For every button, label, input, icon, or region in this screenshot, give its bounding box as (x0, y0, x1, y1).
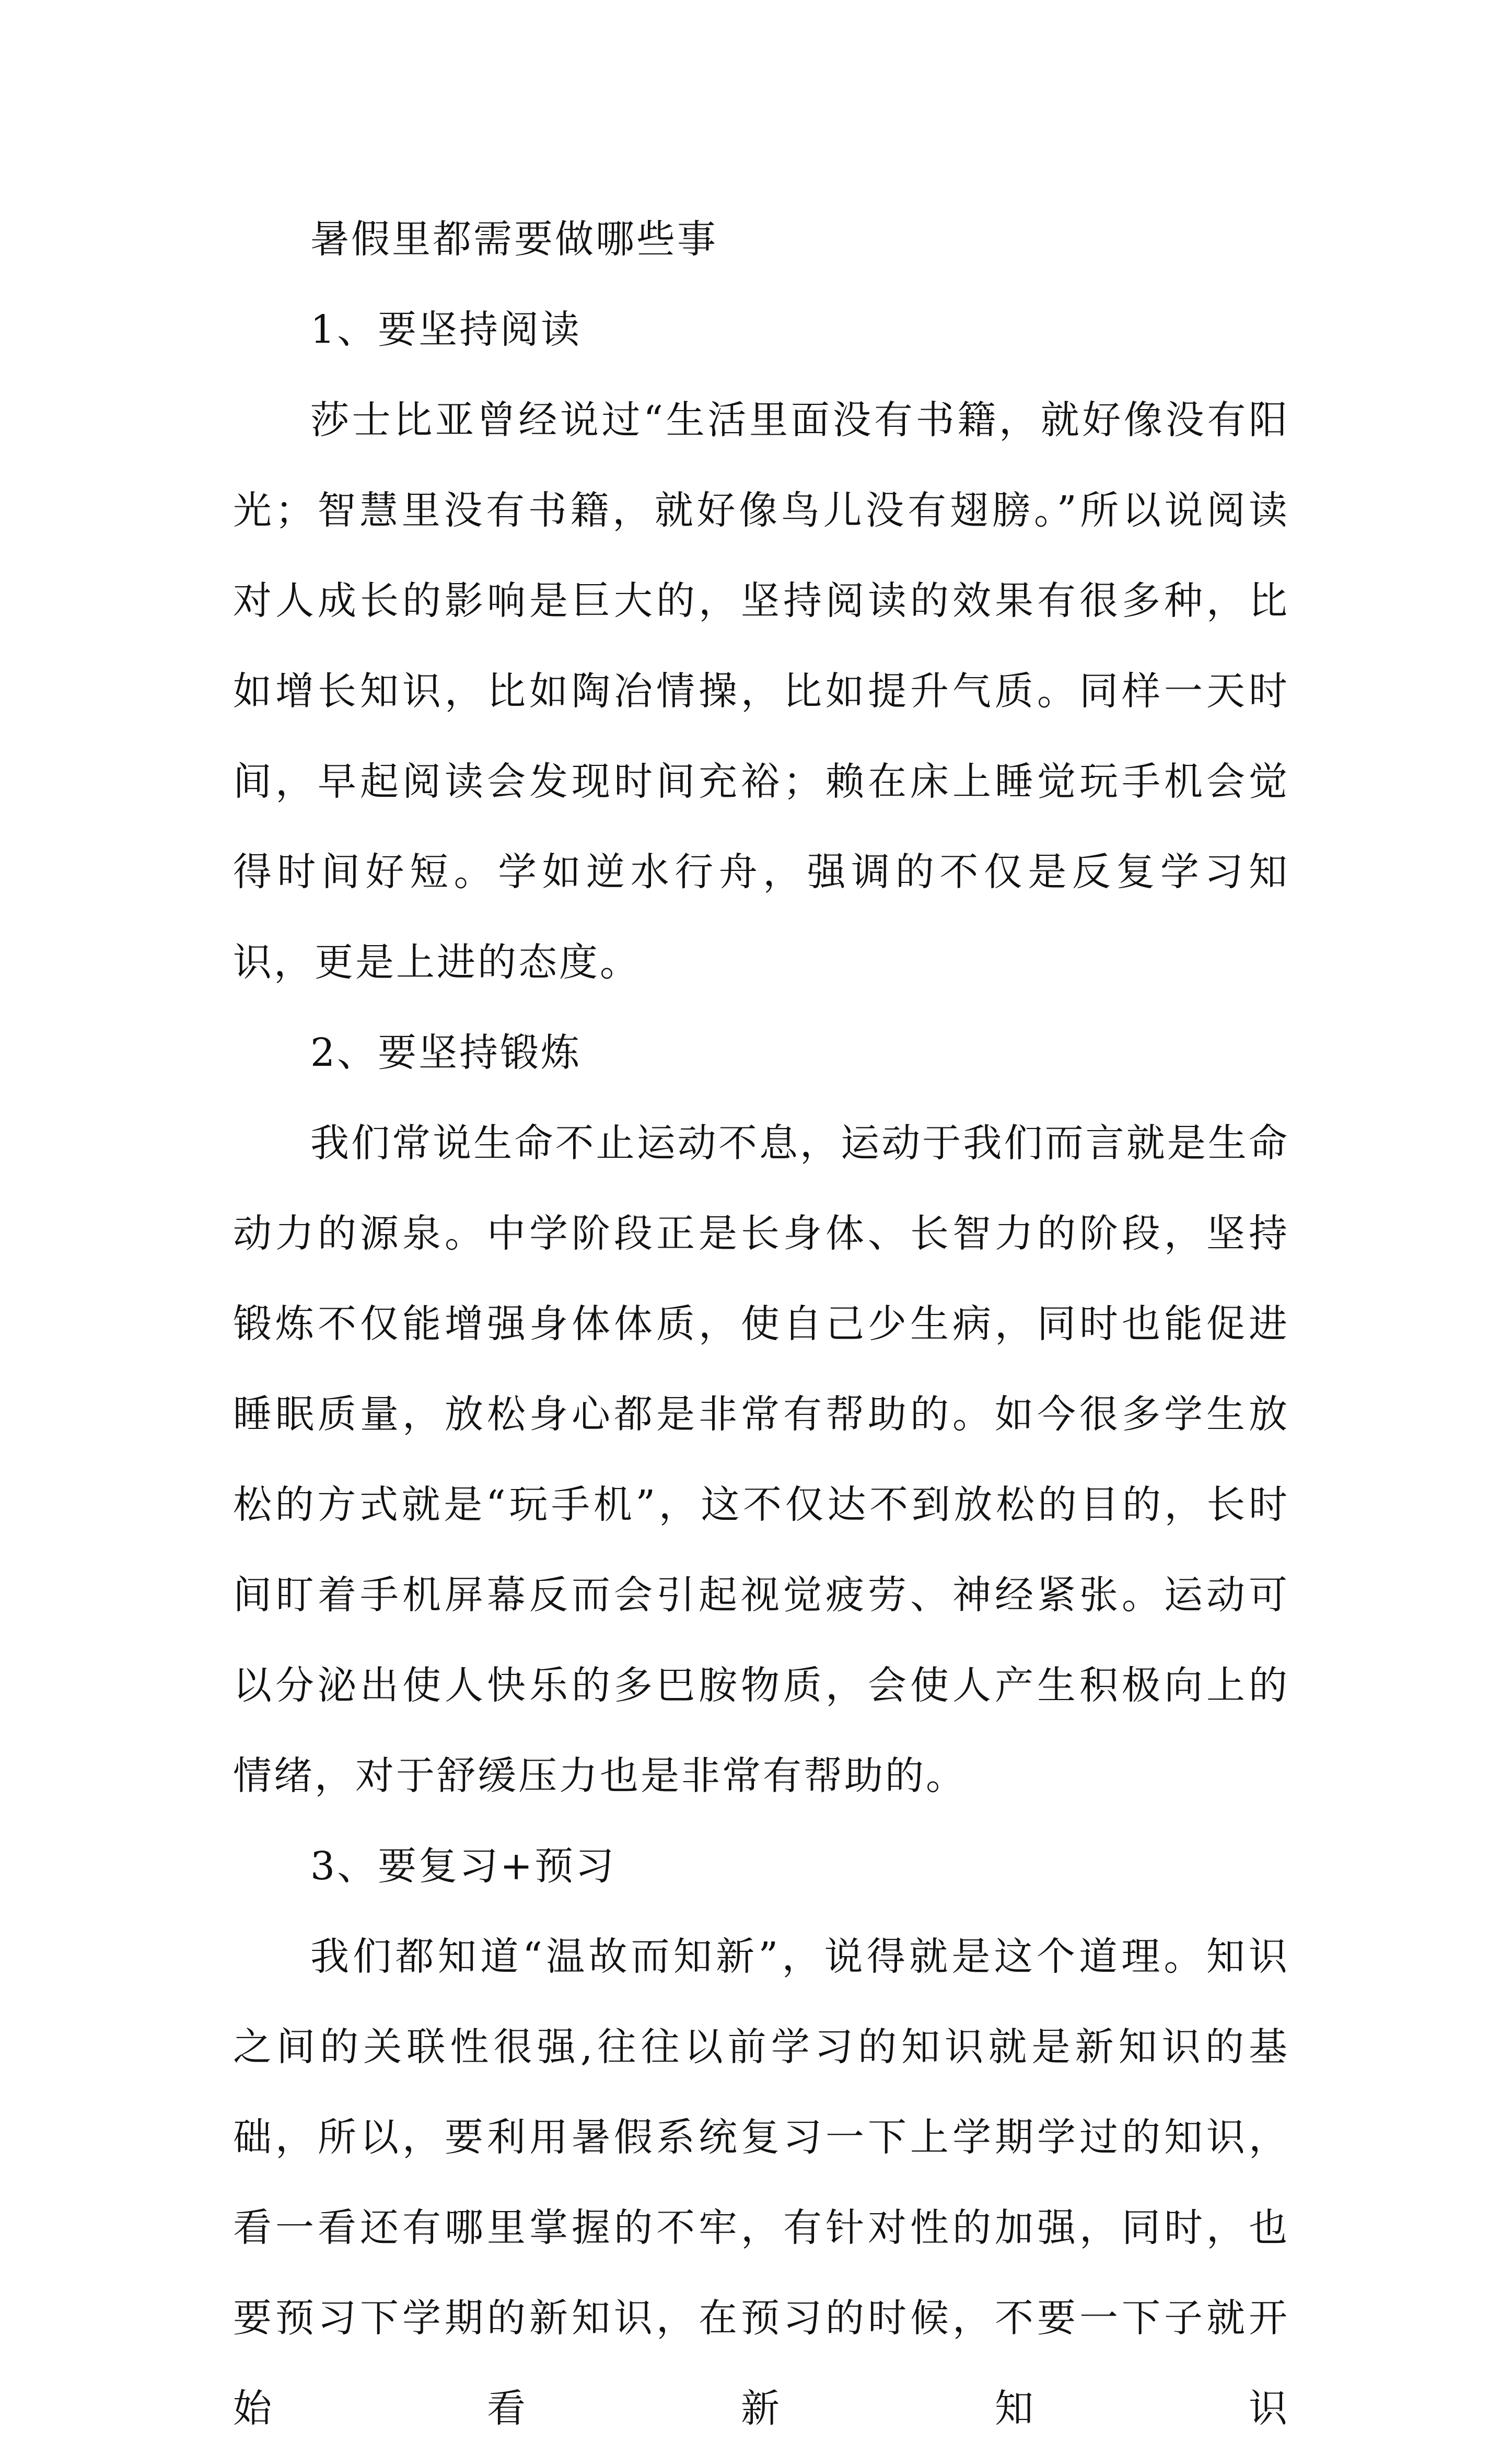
section-heading: 2、要坚持锻炼 (310, 1030, 582, 1075)
section-paragraph: 我们常说生命不止运动不息，运动于我们而言就是生命动力的源泉。中学阶段正是长身体、长智力的阶段，坚持锻炼不仅能增强身体体质，使自己少生病，同时也能促进睡眠质量，放松身心都是非常有帮助的。如今很多学生放松的方式就是“玩手机”，这不仅达不到放松的目的，长时间盯着手机屏幕反而会引起视觉疲劳、神经紧张。运动可以分泌出使人快乐的多巴胺物质，会使人产生积极向上的情绪，对于舒缓压力也是非常有帮助的。 (233, 1121, 1289, 1798)
section-paragraph: 我们都知道“温故而知新”，说得就是这个道理。知识之间的关联性很强,往往以前学习的知识就是新知识的基础，所以，要利用暑假系统复习一下上学期学过的知识，看一看还有哪里掌握的不牢，有针对性的加强，同时，也要预习下学期的新知识，在预习的时候，不要一下子就开始看新知识 (233, 1934, 1289, 2431)
section-paragraph: 莎士比亚曾经说过“生活里面没有书籍，就好像没有阳光；智慧里没有书籍，就好像鸟儿没有翅膀。”所以说阅读对人成长的影响是巨大的，坚持阅读的效果有很多种，比如增长知识，比如陶冶情操，比如提升气质。同样一天时间，早起阅读会发现时间充裕；赖在床上睡觉玩手机会觉得时间好短。学如逆水行舟，强调的不仅是反复学习知识，更是上进的态度。 (233, 398, 1289, 985)
document-title: 暑假里都需要做哪些事 (310, 217, 718, 262)
document-body (233, 194, 1289, 2454)
section-heading: 3、要复习+预习 (310, 1844, 617, 1889)
section-heading: 1、要坚持阅读 (310, 307, 582, 352)
